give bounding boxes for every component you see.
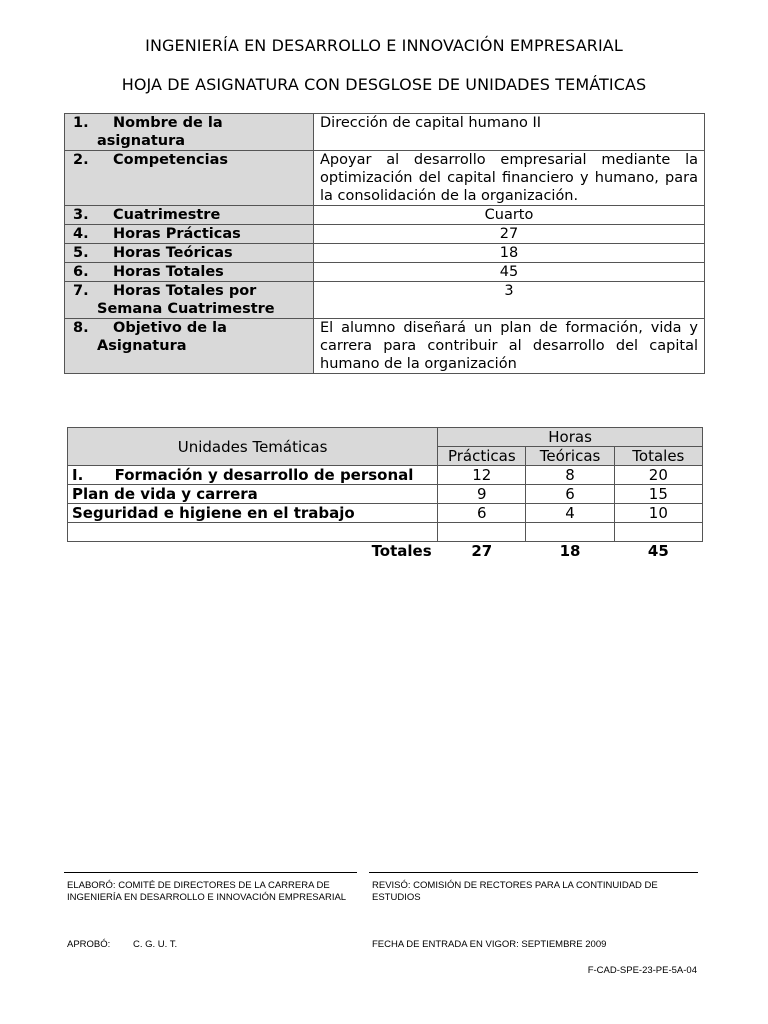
unit-teoricas: 6: [526, 485, 614, 504]
info-number: 8.: [73, 320, 89, 336]
info-label-line1: Horas Totales: [113, 264, 224, 280]
info-label-line1: Horas Totales por: [113, 283, 257, 299]
info-label: [65, 151, 314, 206]
info-label: [65, 114, 314, 151]
info-row: [65, 225, 705, 244]
aprobo-label: APROBÓ:: [67, 939, 111, 950]
unit-practicas: 9: [438, 485, 526, 504]
total-teoricas: 18: [559, 542, 581, 560]
elaboro-text: ELABORÓ: COMITÉ DE DIRECTORES DE LA CARRERA DE INGENIERÍA EN DESARROLLO E INNOVACIÓN EMPRESARIAL: [67, 880, 347, 903]
totals-label: Totales: [371, 542, 432, 560]
info-label: [65, 263, 314, 282]
unit-row: [68, 485, 703, 504]
unit-practicas: 12: [438, 466, 526, 485]
info-value: Dirección de capital humano II: [314, 114, 705, 151]
signature-line-left: [64, 872, 357, 873]
info-row: [65, 151, 705, 206]
unit-name: Plan de vida y carrera: [68, 485, 438, 504]
info-label-line2: Asignatura: [97, 338, 187, 354]
teoricas-header: Teóricas: [526, 447, 614, 466]
info-label-line2: asignatura: [97, 133, 186, 149]
unit-totales: 10: [614, 504, 702, 523]
fecha-vigor-text: FECHA DE ENTRADA EN VIGOR: SEPTIEMBRE 2009: [372, 939, 607, 950]
info-number: 6.: [73, 264, 89, 280]
info-label-line2: Semana Cuatrimestre: [97, 301, 275, 317]
signature-line-right: [369, 872, 698, 873]
unit-name: I. Formación y desarrollo de personal: [68, 466, 438, 485]
info-value: Cuarto: [314, 206, 705, 225]
thematic-units-table: [67, 427, 703, 560]
info-row: [65, 263, 705, 282]
units-header: Unidades Temáticas: [68, 428, 438, 466]
total-practicas: 27: [471, 542, 493, 560]
unit-practicas: 6: [438, 504, 526, 523]
info-value: 18: [314, 244, 705, 263]
info-value: 3: [314, 282, 705, 319]
practicas-header: Prácticas: [438, 447, 526, 466]
totals-row: [68, 542, 703, 561]
info-label-line1: Horas Teóricas: [113, 245, 233, 261]
document-code: F-CAD-SPE-23-PE-5A-04: [587, 965, 697, 976]
info-label: [65, 319, 314, 374]
info-number: 3.: [73, 207, 89, 223]
info-number: 1.: [73, 115, 89, 131]
info-value: 27: [314, 225, 705, 244]
unit-row: [68, 466, 703, 485]
unit-name: Seguridad e higiene en el trabajo: [68, 504, 438, 523]
info-label-line1: Nombre de la: [113, 115, 223, 131]
info-row: [65, 206, 705, 225]
info-number: 7.: [73, 283, 89, 299]
info-row: [65, 319, 705, 374]
info-row: [65, 114, 705, 151]
total-totales: 45: [647, 542, 669, 560]
info-label: [65, 244, 314, 263]
info-label-line1: Horas Prácticas: [113, 226, 241, 242]
reviso-text: REVISÓ: COMISIÓN DE RECTORES PARA LA CONTINUIDAD DE ESTUDIOS: [372, 880, 658, 903]
info-label-line1: Cuatrimestre: [113, 207, 221, 223]
unit-teoricas: 4: [526, 504, 614, 523]
info-label: [65, 206, 314, 225]
info-number: 5.: [73, 245, 89, 261]
info-value: 45: [314, 263, 705, 282]
info-label-line1: Objetivo de la: [113, 320, 227, 336]
unit-row: [68, 504, 703, 523]
empty-row: [68, 523, 703, 542]
info-number: 4.: [73, 226, 89, 242]
document-subtitle: HOJA DE ASIGNATURA CON DESGLOSE DE UNIDADES TEMÁTICAS: [121, 75, 647, 94]
hours-header: Horas: [438, 428, 703, 447]
info-label: [65, 282, 314, 319]
info-label-line1: Competencias: [113, 152, 228, 168]
info-row: [65, 244, 705, 263]
unit-totales: 20: [614, 466, 702, 485]
info-label: [65, 225, 314, 244]
totales-header: Totales: [614, 447, 702, 466]
unit-totales: 15: [614, 485, 702, 504]
info-value: Apoyar al desarrollo empresarial mediante la optimización del capital financiero y humano, para la consolidación de la organización.: [314, 151, 705, 206]
subject-info-table: [64, 113, 705, 374]
aprobo-value: C. G. U. T.: [133, 939, 178, 950]
unit-teoricas: 8: [526, 466, 614, 485]
info-value: El alumno diseñará un plan de formación, vida y carrera para contribuir al desarrollo del capital humano de la organización: [314, 319, 705, 374]
info-number: 2.: [73, 152, 89, 168]
document-title: INGENIERÍA EN DESARROLLO E INNOVACIÓN EMPRESARIAL: [145, 36, 623, 55]
info-row: [65, 282, 705, 319]
